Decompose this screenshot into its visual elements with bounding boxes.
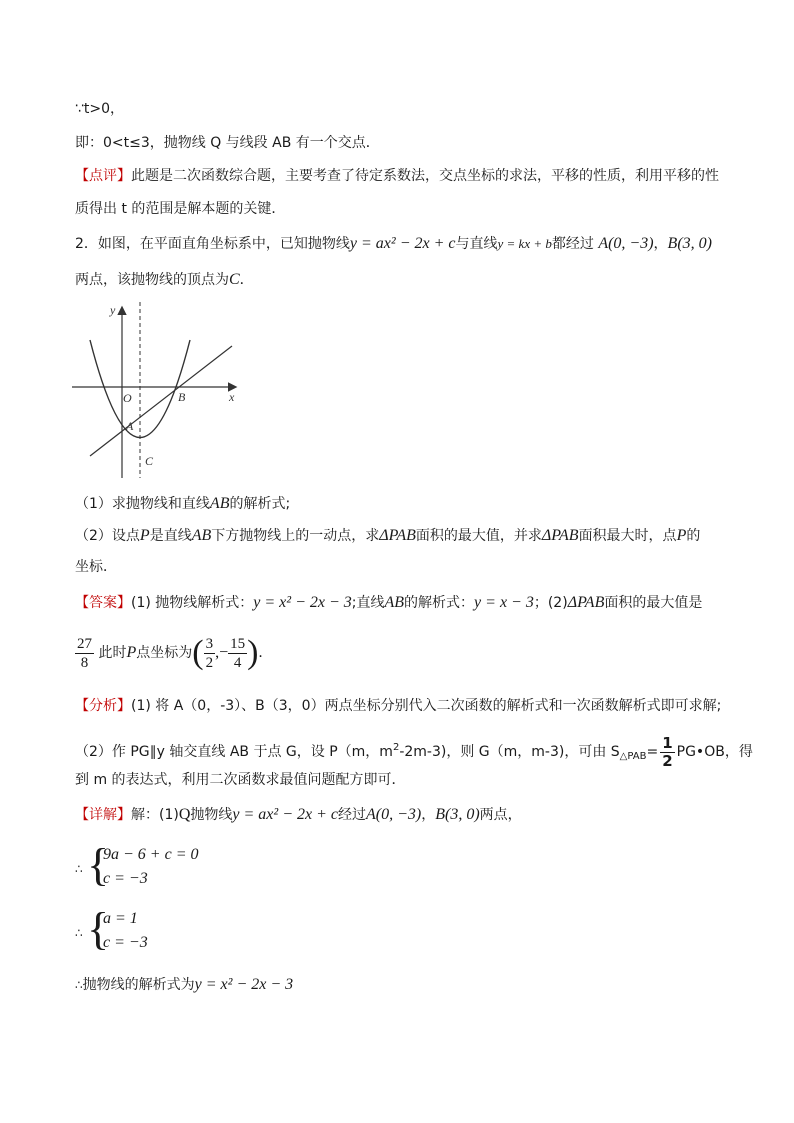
question-2-line-1: 2．如图，在平面直角坐标系中，已知抛物线y = ax² − 2x + c与直线y = kx + b都经过 A(0, −3)，B(3, 0) bbox=[75, 235, 712, 252]
detail-line-1: 【详解】解：(1)Q抛物线y = ax² − 2x + c经过A(0, −3)，B(3, 0)两点， bbox=[75, 806, 522, 823]
comment-line: 【点评】此题是二次函数综合题，主要考查了待定系数法，交点坐标的求法，平移的性质，利用平移的性 bbox=[75, 168, 719, 184]
comment-tag: 【点评】 bbox=[75, 168, 131, 184]
answer-line-1: 【答案】(1) 抛物线解析式：y = x² − 2x − 3;直线AB的解析式：y = x − 3；(2)ΔPAB面积的最大值是 bbox=[75, 594, 703, 611]
question-2-line-2: 两点，该抛物线的顶点为C． bbox=[75, 271, 254, 288]
part-1: （1）求抛物线和直线AB的解析式; bbox=[75, 495, 291, 512]
text-line-1: ∵t>0， bbox=[75, 101, 125, 117]
text-line-2: 即：0<t≤3，抛物线 Q 与线段 AB 有一个交点． bbox=[75, 135, 380, 151]
answer-line-2: $\frac{27}{8}$ 此时P点坐标为( $\frac{3}{2}$ ,− $\frac{15}{4}$ )． bbox=[77, 634, 273, 671]
final-line: ∴抛物线的解析式为y = x² − 2x − 3 bbox=[75, 976, 294, 993]
analysis-line-3: 到 m 的表达式，利用二次函数求最值问题配方即可． bbox=[75, 772, 406, 788]
part-2-line-2: 坐标． bbox=[75, 559, 117, 575]
analysis-tag: 【分析】 bbox=[75, 698, 131, 714]
analysis-line-1: 【分析】(1) 将 A（0，-3）、B（3，0）两点坐标分别代入二次函数的解析式和一次函数解析式即可求解; bbox=[75, 698, 722, 714]
answer-tag: 【答案】 bbox=[75, 595, 131, 611]
fraction-27-8: $\frac{27}{8}$ bbox=[77, 635, 92, 671]
label-C: C bbox=[145, 454, 154, 468]
line-ab bbox=[90, 346, 232, 456]
detail-tag: 【详解】 bbox=[75, 807, 131, 823]
label-B: B bbox=[178, 390, 186, 404]
label-A: A bbox=[126, 419, 134, 433]
parabola-line-figure bbox=[70, 300, 250, 480]
label-x: x bbox=[229, 390, 235, 404]
part-2-line-1: （2）设点P是直线AB下方抛物线上的一动点，求ΔPAB面积的最大值，并求ΔPAB面积最大时，点P的 bbox=[75, 527, 701, 544]
analysis-line-2: （2）作 PG∥y 轴交直线 AB 于点 G，设 P（m，$m^2-2m-3$)，则 G（m，m-3)，可由 $S_{\triangle PAB}=$ $\frac{1}{2}$ PG•OB，得 bbox=[75, 733, 753, 770]
label-y: y bbox=[110, 303, 116, 317]
label-O: O bbox=[123, 391, 132, 405]
comment-line-2: 质得出 t 的范围是解本题的关键． bbox=[75, 201, 286, 217]
